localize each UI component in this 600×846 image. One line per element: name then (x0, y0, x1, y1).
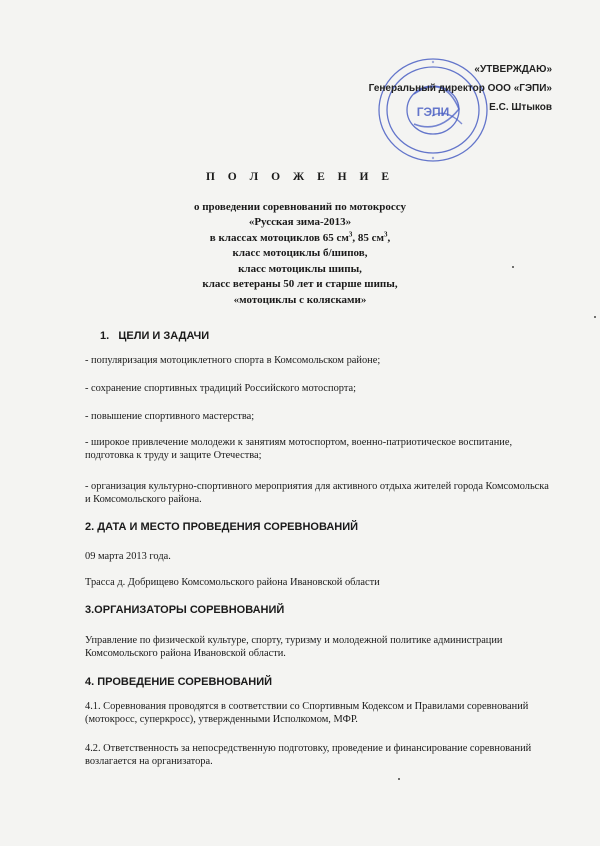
section-1-heading: 1. ЦЕЛИ И ЗАДАЧИ (100, 330, 210, 342)
section-2-heading: 2. ДАТА И МЕСТО ПРОВЕДЕНИЯ СОРЕВНОВАНИЙ (85, 521, 359, 533)
speck (398, 778, 400, 780)
section-1-item: - популяризация мотоциклетного спорта в Комсомольском районе; (85, 355, 381, 366)
section-1-item: - организация культурно-спортивного мероприятия для активного отдыха жителей города Комсомольска и Комсомольского района. (85, 481, 549, 505)
title-line-4: класс мотоциклы б/шипов, (232, 247, 368, 259)
section-4-item: 4.1. Соревнования проводятся в соответствии со Спортивным Кодексом и Правилами соревнований (мотокросс, суперкросс), утвержденными Исполкомом, МФР. (85, 701, 529, 725)
section-2-item: 09 марта 2013 года. (85, 551, 171, 562)
section-2-item: Трасса д. Добрищево Комсомольского района Ивановской области (85, 577, 380, 588)
title-line-2: «Русская зима-2013» (248, 216, 352, 228)
section-4-heading: 4. ПРОВЕДЕНИЕ СОРЕВНОВАНИЙ (85, 676, 273, 688)
section-3-item: Управление по физической культуре, спорту, туризму и молодежной политике администрации Комсомольского района Ивановской области. (85, 635, 503, 659)
approval-title: «УТВЕРЖДАЮ» (474, 64, 552, 75)
approval-block (312, 60, 552, 117)
section-4-item: 4.2. Ответственность за непосредственную подготовку, проведение и финансирование соревнований возлагается на организатора. (85, 743, 532, 767)
approval-signatory: Е.С. Штыков (489, 102, 552, 113)
title-line-1: о проведении соревнований по мотокроссу (193, 200, 407, 213)
speck (594, 316, 596, 318)
section-1-item: - широкое привлечение молодежи к занятиям мотоспортом, военно-патриотическое воспитание, подготовка к труду и защите Отечества; (85, 437, 513, 461)
document-title-block (0, 170, 600, 308)
speck (512, 266, 514, 268)
section-1-item: - повышение спортивного мастерства; (85, 411, 255, 422)
section-1-item: - сохранение спортивных традиций Российского мотоспорта; (85, 383, 357, 394)
seal-center-text: ГЭПИ (416, 105, 450, 119)
document-title: П О Л О Ж Е Н И Е (205, 171, 394, 183)
title-line-6: класс ветераны 50 лет и старше шипы, (202, 278, 398, 290)
approval-position: Генеральный директор ООО «ГЭПИ» (368, 83, 552, 94)
title-line-3: в классах мотоциклов 65 $см^3$, 85 $см^3$, (209, 229, 391, 244)
title-line-7: «мотоциклы с колясками» (233, 293, 367, 306)
title-line-5: класс мотоциклы шипы, (238, 262, 362, 275)
section-3-heading: 3.ОРГАНИЗАТОРЫ СОРЕВНОВАНИЙ (85, 604, 285, 616)
